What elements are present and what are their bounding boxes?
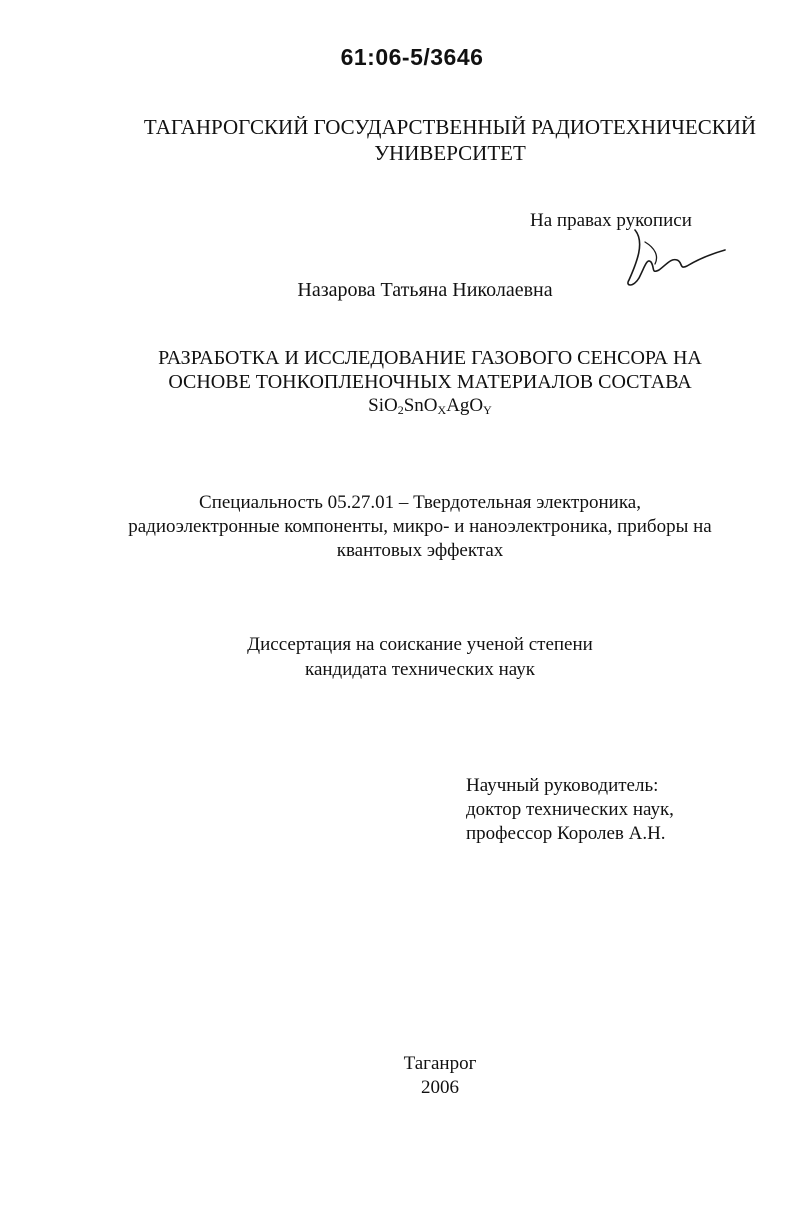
specialty-line-1: Специальность 05.27.01 – Твердотельная электроника, (199, 492, 641, 513)
formula-part-1: SiO (368, 395, 398, 416)
scientific-advisor (466, 774, 674, 846)
university-line-1: ТАГАНРОГСКИЙ ГОСУДАРСТВЕННЫЙ РАДИОТЕХНИЧЕСКИЙ (143, 115, 757, 139)
specialty (100, 491, 740, 563)
degree-line-1: Диссертация на соискание ученой степени (247, 634, 593, 655)
formula-part-2: SnO (403, 395, 438, 416)
university-line-2: УНИВЕРСИТЕТ (374, 141, 526, 165)
advisor-line-1: Научный руководитель: (466, 775, 659, 796)
formula-sub-3: Y (483, 403, 492, 417)
title-line-2: ОСНОВЕ ТОНКОПЛЕНОЧНЫХ МАТЕРИАЛОВ СОСТАВА (168, 371, 692, 393)
rights-note: На правах рукописи (530, 210, 692, 231)
specialty-line-3: квантовых эффектах (336, 540, 504, 561)
year: 2006 (421, 1077, 459, 1098)
advisor-line-3: профессор Королев А.Н. (466, 823, 666, 844)
formula-sub-2: X (437, 403, 447, 417)
specialty-line-2: радиоэлектронные компоненты, микро- и наноэлектроника, приборы на (128, 516, 712, 537)
archive-code: 61:06-5/3646 (340, 44, 484, 70)
formula-part-3: AgO (446, 395, 484, 416)
title-line-1: РАЗРАБОТКА И ИССЛЕДОВАНИЕ ГАЗОВОГО СЕНСОРА НА (158, 347, 702, 369)
formula-sub-1: 2 (397, 403, 404, 417)
material-formula (90, 394, 770, 422)
place-and-year (200, 1052, 680, 1100)
degree-line-2: кандидата технических наук (305, 659, 535, 680)
dissertation-title (90, 346, 770, 422)
city: Таганрог (403, 1053, 477, 1074)
university-name (100, 114, 794, 166)
advisor-line-2: доктор технических наук, (466, 799, 674, 820)
author-name: Назарова Татьяна Николаевна (297, 279, 553, 301)
degree-statement (150, 632, 690, 682)
